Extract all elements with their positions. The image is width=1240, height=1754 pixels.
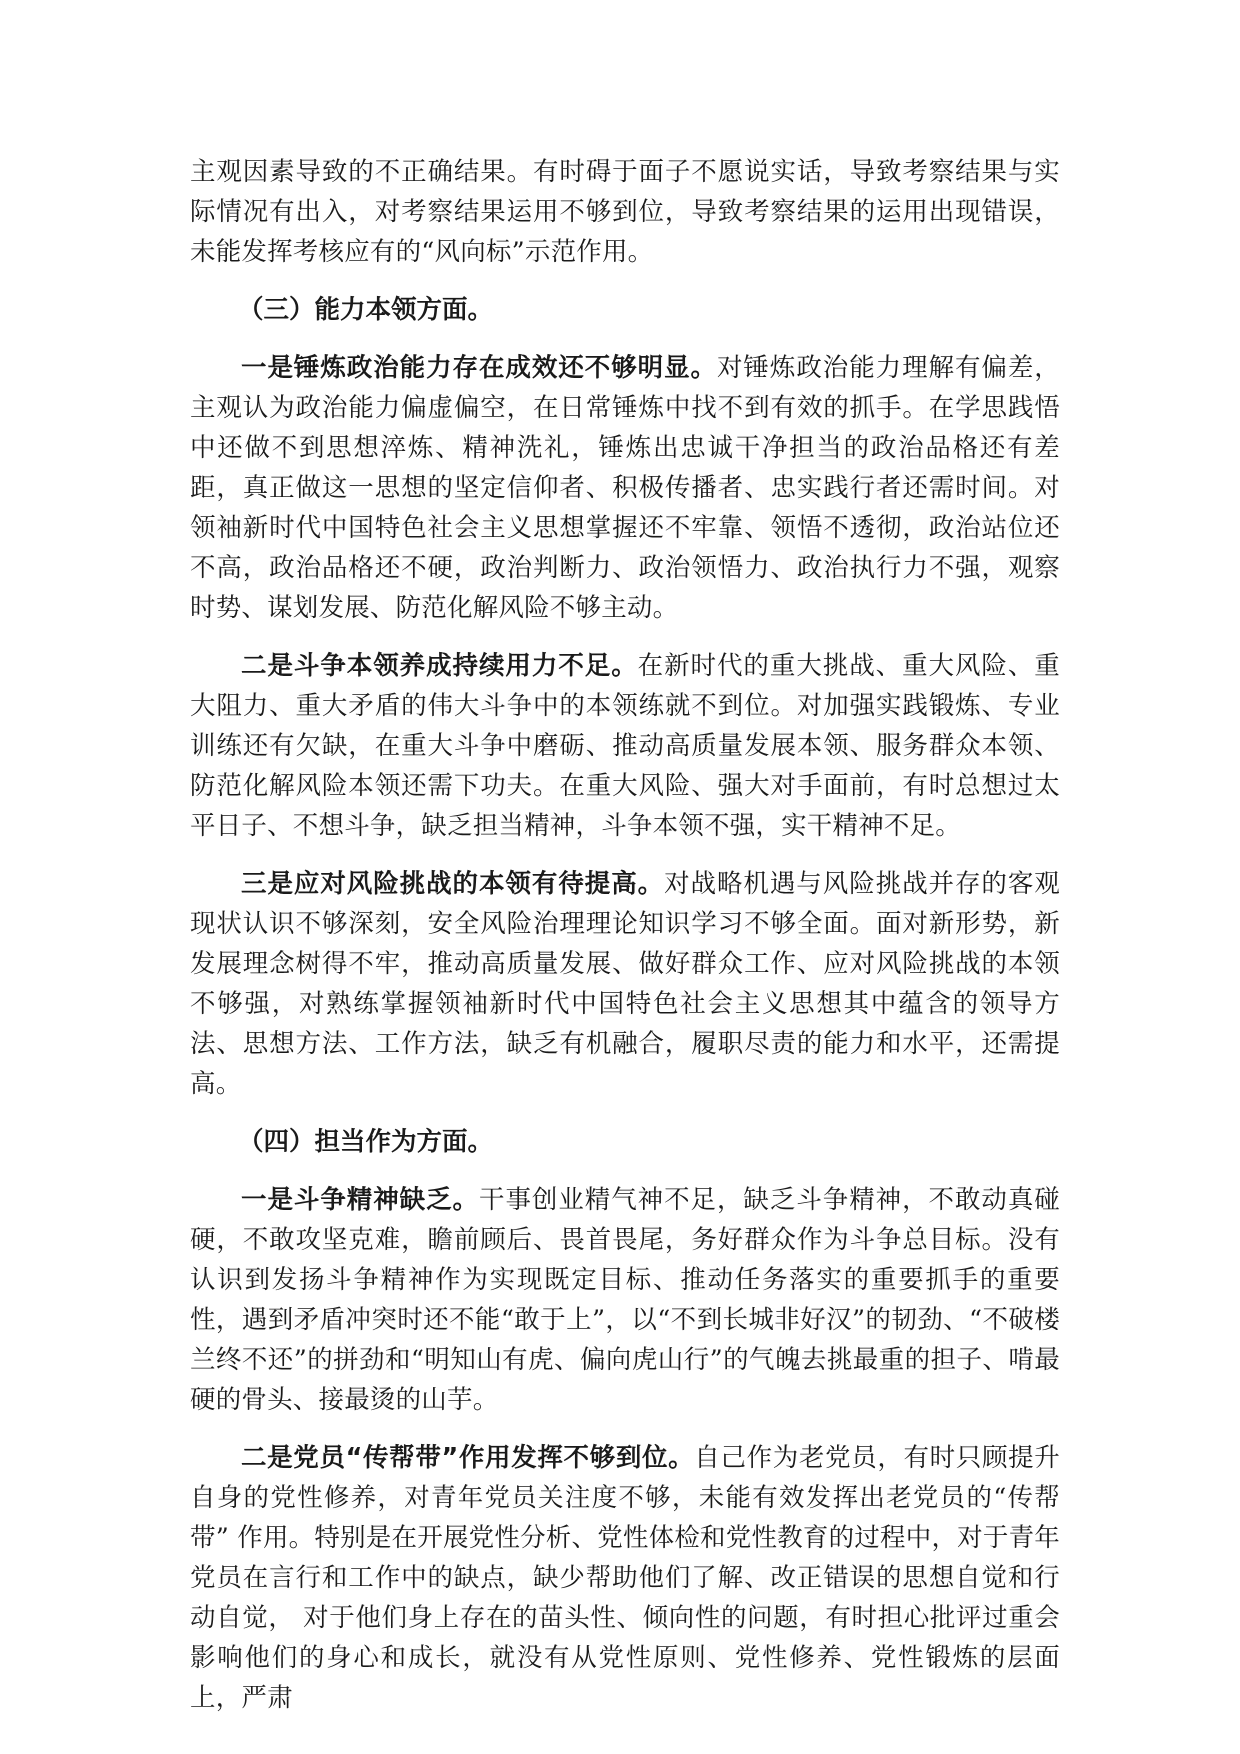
paragraph-lead: 二是党员“传帮带”作用发挥不够到位。 — [241, 1443, 695, 1473]
paragraph-body: 干事创业精气神不足，缺乏斗争精神，不敢动真碰硬，不敢攻坚克难，瞻前顾后、畏首畏尾，务好群众作为斗争总目标。没有认识到发扬斗争精神作为实现既定目标、推动任务落实的重要抓手的重要性，遇到矛盾冲突时还不能“敢于上”，以“不到长城非好汉”的韧劲、“不破楼兰终不还”的拼劲和“明知山有虎、偏向虎山行”的气魄去挑最重的担子、啃最硬的骨头、接最烫的山芋。 — [190, 1185, 1060, 1415]
paragraph-lead: 三是应对风险挑战的本领有待提高。 — [241, 869, 665, 899]
paragraph-lead: 一是锤炼政治能力存在成效还不够明显。 — [241, 353, 717, 383]
paragraph-risk-response — [190, 864, 1060, 1104]
section-heading-ability: （三）能力本领方面。 — [238, 295, 494, 325]
paragraph-body: 对锤炼政治能力理解有偏差，主观认为政治能力偏虚偏空，在日常锤炼中找不到有效的抓手。在学思践悟中还做不到思想淬炼、精神洗礼，锤炼出忠诚干净担当的政治品格还有差距，真正做这一思想的坚定信仰者、积极传播者、忠实践行者还需时间。对领袖新时代中国特色社会主义思想掌握还不牢靠、领悟不透彻，政治站位还不高，政治品格还不硬，政治判断力、政治领悟力、政治执行力不强，观察时势、谋划发展、防范化解风险不够主动。 — [190, 353, 1060, 623]
paragraph-lead: 一是斗争精神缺乏。 — [241, 1185, 479, 1215]
paragraph-lead: 二是斗争本领养成持续用力不足。 — [241, 651, 638, 681]
paragraph-political-ability — [190, 348, 1060, 628]
section-heading-responsibility: （四）担当作为方面。 — [238, 1127, 494, 1157]
document-page — [190, 152, 1060, 1718]
paragraph-body: 对战略机遇与风险挑战并存的客观现状认识不够深刻，安全风险治理理论知识学习不够全面。面对新形势，新发展理念树得不牢，推动高质量发展、做好群众工作、应对风险挑战的本领不够强，对熟练掌握领袖新时代中国特色社会主义思想其中蕴含的领导方法、思想方法、工作方法，缺乏有机融合，履职尽责的能力和水平，还需提高。 — [190, 869, 1060, 1099]
paragraph-struggle-spirit — [190, 1180, 1060, 1420]
paragraph-struggle-skill — [190, 646, 1060, 846]
paragraph-mentoring — [190, 1438, 1060, 1718]
paragraph-body: 自己作为老党员，有时只顾提升自身的党性修养，对青年党员关注度不够，未能有效发挥出老党员的“传帮带” 作用。特别是在开展党性分析、党性体检和党性教育的过程中，对于青年党员在言行和工作中的缺点，缺少帮助他们了解、改正错误的思想自觉和行动自觉， 对于他们身上存在的苗头性、倾向性的问题，有时担心批评过重会影响他们的身心和成长，就没有从党性原则、党性修养、党性锻炼的层面上，严肃 — [190, 1443, 1060, 1713]
paragraph-continuation: 主观因素导致的不正确结果。有时碍于面子不愿说实话，导致考察结果与实际情况有出入，对考察结果运用不够到位，导致考察结果的运用出现错误，未能发挥考核应有的“风向标”示范作用。 — [190, 157, 1060, 267]
paragraph-body: 在新时代的重大挑战、重大风险、重大阻力、重大矛盾的伟大斗争中的本领练就不到位。对加强实践锻炼、专业训练还有欠缺，在重大斗争中磨砺、推动高质量发展本领、服务群众本领、防范化解风险本领还需下功夫。在重大风险、强大对手面前，有时总想过太平日子、不想斗争，缺乏担当精神，斗争本领不强，实干精神不足。 — [190, 651, 1060, 841]
